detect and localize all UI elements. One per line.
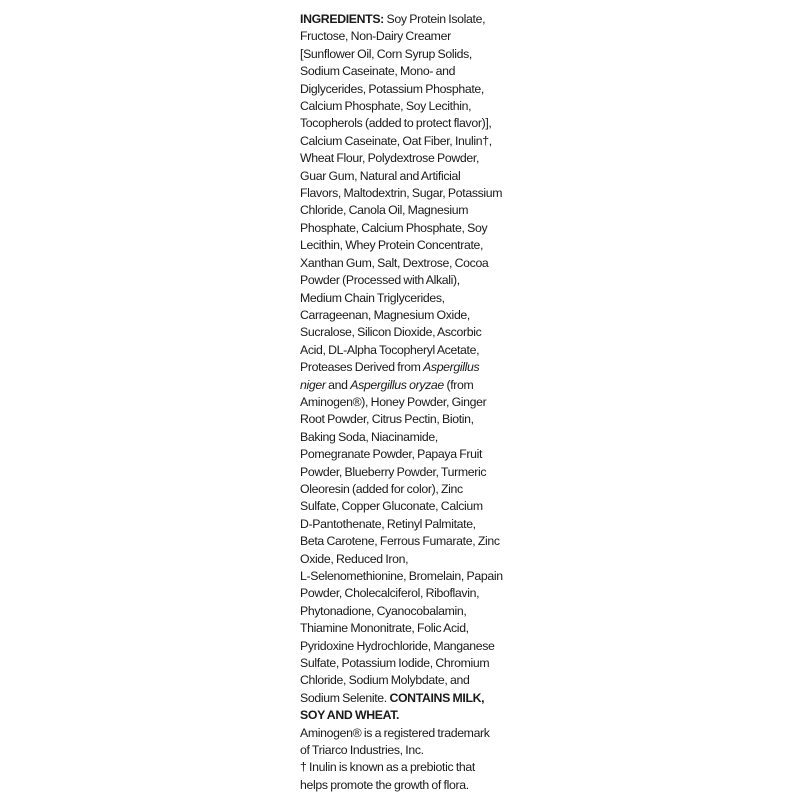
ingredients-line	[300, 11, 512, 28]
ingredients-line: Wheat Flour, Polydextrose Powder,	[300, 151, 480, 166]
ingredients-line: Diglycerides, Potassium Phosphate,	[300, 81, 484, 96]
ingredients-line: Fructose, Non-Dairy Creamer	[300, 29, 451, 44]
ingredients-line: Powder, Blueberry Powder, Turmeric	[300, 464, 487, 479]
aspergillus-italic: Aspergillus	[423, 360, 480, 375]
ingredients-panel	[300, 11, 512, 794]
ingredients-heading: INGREDIENTS:	[300, 12, 384, 26]
ingredients-line: Xanthan Gum, Salt, Dextrose, Cocoa	[300, 255, 489, 270]
ingredients-line: Sulfate, Copper Gluconate, Calcium	[300, 499, 483, 514]
ingredients-line: Medium Chain Triglycerides,	[300, 290, 445, 305]
trademark-note	[300, 725, 512, 760]
ingredients-line: [Sunflower Oil, Corn Syrup Solids,	[300, 46, 472, 61]
note-line: helps promote the growth of flora.	[300, 777, 469, 792]
niger-italic: niger	[300, 377, 326, 392]
proteases-text: Proteases Derived from	[300, 360, 424, 375]
ingredients-line: Tocopherols (added to protect flavor)],	[300, 116, 492, 131]
ingredients-line: Calcium Phosphate, Soy Lecithin,	[300, 99, 472, 114]
inulin-footnote	[300, 759, 512, 794]
ingredients-line: Chloride, Sodium Molybdate, and	[300, 673, 470, 688]
from-text: (from	[443, 377, 474, 392]
ingredients-line: Baking Soda, Niacinamide,	[300, 429, 438, 444]
note-line: † Inulin is known as a prebiotic that	[300, 760, 475, 775]
and-text: and	[325, 377, 351, 392]
ingredients-line: Aminogen®), Honey Powder, Ginger	[300, 394, 487, 409]
ingredients-line: Calcium Caseinate, Oat Fiber, Inulin†,	[300, 133, 492, 148]
ingredients-line: D-Pantothenate, Retinyl Palmitate,	[300, 516, 476, 531]
allergen-warning: SOY AND WHEAT.	[300, 708, 400, 723]
ingredients-line: Guar Gum, Natural and Artificial	[300, 168, 461, 183]
ingredients-line: Lecithin, Whey Protein Concentrate,	[300, 238, 484, 253]
ingredients-line: Pomegranate Powder, Papaya Fruit	[300, 447, 483, 462]
ingredients-line: Phosphate, Calcium Phosphate, Soy	[300, 220, 488, 235]
ingredients-line: Phytonadione, Cyanocobalamin,	[300, 603, 467, 618]
aspergillus-oryzae-italic: Aspergillus oryzae	[350, 377, 444, 392]
ingredients-line: Powder, Cholecalciferol, Riboflavin,	[300, 586, 480, 601]
note-line: of Triarco Industries, Inc.	[300, 743, 424, 758]
ingredients-line: Root Powder, Citrus Pectin, Biotin,	[300, 412, 474, 427]
ingredients-line	[300, 377, 512, 394]
ingredients-line: Carrageenan, Magnesium Oxide,	[300, 307, 470, 322]
ingredients-line: Oleoresin (added for color), Zinc	[300, 481, 463, 496]
ingredients-line: Acid, DL-Alpha Tocopheryl Acetate,	[300, 342, 480, 357]
ingredients-line	[300, 690, 512, 707]
ingredients-text: Soy Protein Isolate,	[386, 12, 486, 26]
ingredients-line: Chloride, Canola Oil, Magnesium	[300, 203, 469, 218]
ingredients-line: Sucralose, Silicon Dioxide, Ascorbic	[300, 325, 482, 340]
ingredients-paragraph	[300, 11, 512, 725]
ingredients-line: L-Selenomethionine, Bromelain, Papain	[300, 569, 503, 583]
ingredients-line	[300, 359, 512, 376]
note-line: Aminogen® is a registered trademark	[300, 725, 490, 740]
ingredients-line: Sodium Caseinate, Mono- and	[300, 64, 456, 79]
ingredients-line: Beta Carotene, Ferrous Fumarate, Zinc	[300, 534, 500, 549]
ingredients-line: Pyridoxine Hydrochloride, Manganese	[300, 638, 495, 653]
ingredients-line: Flavors, Maltodextrin, Sugar, Potassium	[300, 186, 503, 201]
ingredients-line: Thiamine Mononitrate, Folic Acid,	[300, 621, 469, 636]
ingredients-line: Oxide, Reduced Iron,	[300, 551, 409, 566]
selenite-text: Sodium Selenite.	[300, 690, 390, 705]
ingredients-line: Sulfate, Potassium Iodide, Chromium	[300, 656, 490, 671]
ingredients-line: Powder (Processed with Alkali),	[300, 273, 460, 288]
allergen-warning: CONTAINS MILK,	[389, 690, 485, 705]
